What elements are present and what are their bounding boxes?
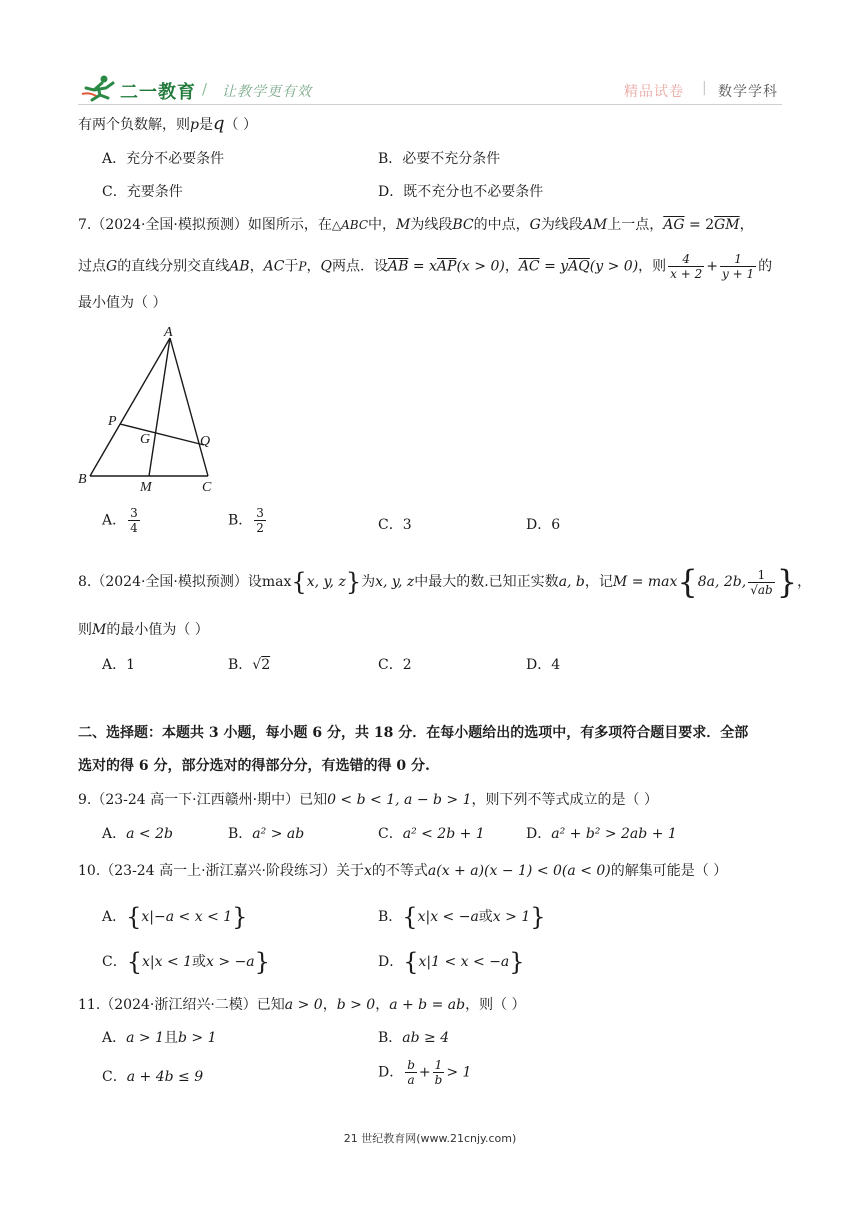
fig-label-g: G (140, 432, 151, 447)
logo-separator: / (202, 80, 208, 98)
q8-option-a: A．1 (102, 657, 136, 673)
q7-stem-line1: 7.（2024·全国·模拟预测）如图所示，在△ABC中，M为线段BC的中点，G为线段AM上一点，$\overline{AG} = 2\overline{GM}$， (78, 217, 754, 233)
q8-stem-line2: 则M的最小值为（ ） (78, 622, 209, 638)
header-rule (78, 104, 782, 105)
q6-option-b: B．必要不充分条件 (378, 151, 501, 167)
logo-slogan: 让教学更有效 (222, 84, 312, 100)
fig-label-m: M (140, 480, 152, 494)
q9-stem: 9.（23-24 高一下·江西赣州·期中）已知0 < b < 1, a − b > 1，则下列不等式成立的是（ ） (78, 792, 658, 808)
fig-label-a: A (164, 325, 173, 340)
q7-option-b: B． $\frac{3}{2}$ (228, 506, 264, 535)
runner-logo-icon (80, 74, 118, 102)
fig-label-q: Q (200, 434, 211, 449)
q11-stem: 11.（2024·浙江绍兴·二模）已知a > 0，b > 0，a + b = ab，则（ ） (78, 997, 526, 1013)
q6-option-d: D．既不充分也不必要条件 (378, 184, 544, 200)
header-divider: | (702, 80, 707, 96)
fig-label-b: B (78, 472, 87, 487)
header-label-quality: 精品试卷 (624, 84, 684, 100)
header-label-subject: 数学学科 (718, 84, 778, 100)
triangle-figure (74, 322, 224, 494)
q10-option-b: B．{x|x < −a或x > 1} (378, 903, 546, 931)
q7-stem-line2: 过点G的直线分别交直线AB，AC于P，Q两点．设$\overline{AB} = x\overline{AP}(x > 0)$，$\overline{AC} = y\overline{AQ}(y > 0)$，则 $\frac{4}{x + 2}$ + $\frac{1}{y + 1}$ 的 (78, 252, 773, 281)
q8-stem-line1: 8.（2024·全国·模拟预测）设max{x, y, z}为x, y, z中最大的数.已知正实数a, b，记M = max{8a, 2b, $\frac{1}{√ab}$ }， (78, 563, 812, 601)
q9-option-b: B．a² > ab (228, 826, 305, 842)
q8-option-c: C．2 (378, 657, 412, 673)
q9-option-d: D．a² + b² > 2ab + 1 (526, 826, 677, 842)
fig-label-p: P (108, 414, 117, 429)
q9-option-a: A．a < 2b (102, 826, 173, 842)
q10-stem: 10.（23-24 高一上·浙江嘉兴·阶段练习）关于x的不等式a(x + a)(x − 1) < 0(a < 0)的解集可能是（ ） (78, 863, 728, 879)
q7-option-a: A． $\frac{3}{4}$ (102, 506, 138, 535)
logo-name: 二一教育 (120, 82, 196, 103)
q7-option-c: C．3 (378, 517, 412, 533)
section2-instructions-line2: 选对的得 6 分，部分选对的得部分分，有选错的得 0 分. (78, 758, 430, 774)
q11-option-b: B．ab ≥ 4 (378, 1030, 450, 1046)
q10-option-d: D．{x|1 < x < −a} (378, 948, 525, 976)
q11-option-d: D． $\frac{b}{a}$ + $\frac{1}{b}$ > 1 (378, 1058, 472, 1087)
q11-option-c: C．a + 4b ≤ 9 (102, 1069, 204, 1085)
q6-tail: 有两个负数解，则p是q（ ） (78, 113, 257, 134)
section2-instructions-line1: 二、选择题：本题共 3 小题，每小题 6 分，共 18 分．在每小题给出的选项中，有多项符合题目要求．全部 (78, 725, 749, 741)
fig-label-c: C (202, 480, 212, 494)
q6-option-c: C．充要条件 (102, 184, 183, 200)
q9-option-c: C．a² < 2b + 1 (378, 826, 485, 842)
q8-option-b: B．√2 (228, 657, 271, 673)
q6-option-a: A．充分不必要条件 (102, 151, 225, 167)
q7-option-d: D．6 (526, 517, 561, 533)
q7-stem-line3: 最小值为（ ） (78, 295, 167, 311)
q10-option-a: A．{x|−a < x < 1} (102, 903, 248, 931)
q8-option-d: D．4 (526, 657, 561, 673)
page-footer: 21 世纪教育网(www.21cnjy.com) (343, 1132, 517, 1145)
q11-option-a: A．a > 1且b > 1 (102, 1030, 217, 1046)
q10-option-c: C．{x|x < 1或x > −a} (102, 948, 270, 976)
